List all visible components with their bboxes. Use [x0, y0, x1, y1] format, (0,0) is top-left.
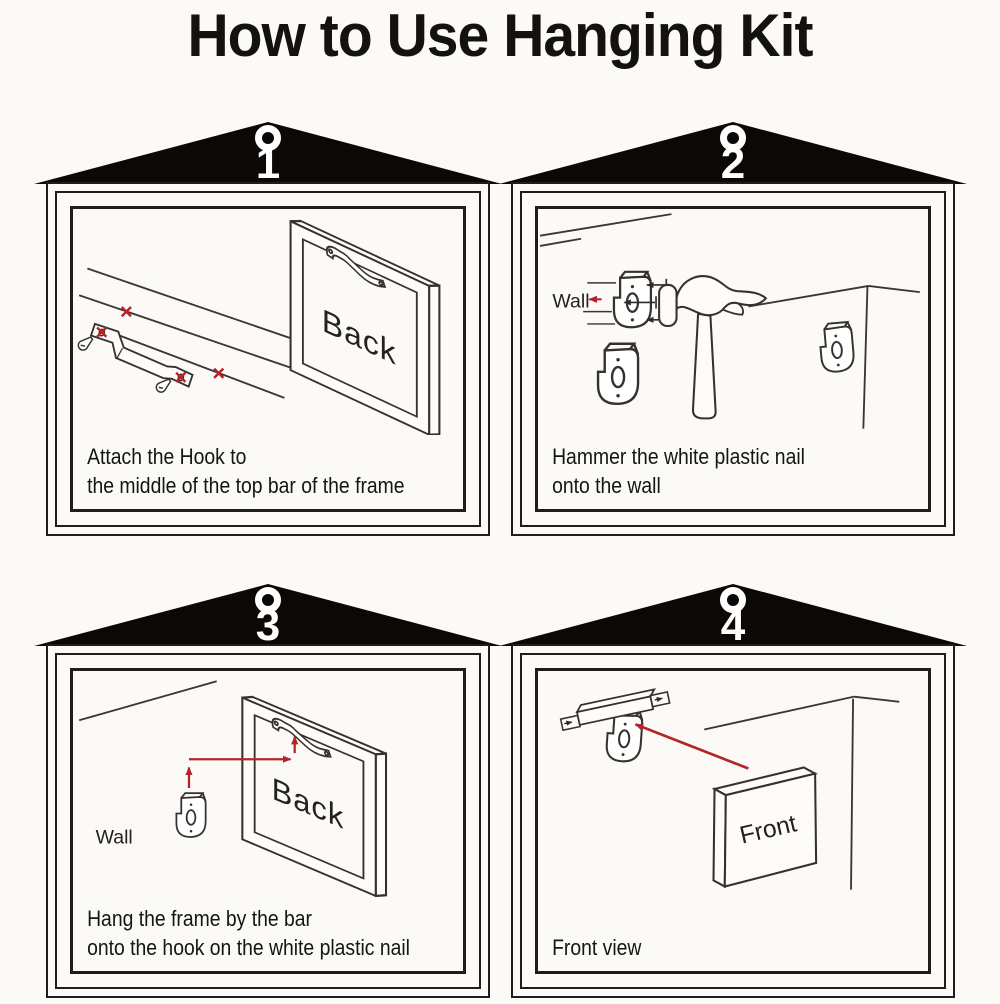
panel-frame-inner — [535, 206, 931, 512]
caption-line: Hammer the white plastic nail — [552, 443, 805, 469]
illustration-hammer-nail — [538, 209, 928, 435]
red-x-marker — [214, 369, 223, 378]
step-caption — [73, 904, 416, 971]
step-caption — [73, 442, 416, 509]
step-number: 1 — [255, 139, 281, 188]
picture-frame-back — [291, 216, 440, 435]
plastic-nail-icon — [614, 272, 651, 327]
step-caption — [538, 442, 881, 509]
frame-label: Front — [737, 810, 800, 850]
panel-frame-outer — [46, 182, 490, 536]
panel-frame-mid — [55, 191, 481, 527]
caption-line: onto the wall — [552, 473, 661, 499]
panel-step-3 — [46, 584, 490, 998]
red-arrow — [636, 724, 749, 768]
caption-line: Attach the Hook to — [87, 443, 247, 469]
step-number: 4 — [720, 601, 746, 650]
frame-label: Back — [321, 302, 397, 373]
step-number: 2 — [720, 139, 746, 188]
caption-line: onto the hook on the white plastic nail — [87, 935, 410, 961]
hook-nail-assembly — [559, 687, 671, 763]
panel-frame-outer — [46, 644, 490, 998]
caption-line: the middle of the top bar of the frame — [87, 473, 405, 499]
panel-frame-mid — [520, 191, 946, 527]
plastic-nail-icon — [598, 344, 638, 404]
frame-label: Back — [271, 770, 345, 836]
screw-icon — [76, 335, 94, 352]
panel-frame-inner — [535, 668, 931, 974]
caption-line: Hang the frame by the bar — [87, 905, 313, 931]
wall-label: Wall — [552, 290, 590, 313]
picture-frame-front — [714, 767, 817, 886]
frame-bar-line — [87, 269, 309, 345]
panel-step-4 — [511, 584, 955, 998]
panel-frame-mid — [520, 653, 946, 989]
plastic-nail-icon — [819, 322, 855, 373]
plastic-nail-icon — [176, 793, 205, 837]
panel-frame-mid — [55, 653, 481, 989]
step-number: 3 — [255, 601, 281, 650]
illustration-hang-frame — [73, 671, 463, 897]
panel-frame-outer — [511, 644, 955, 998]
panel-frame-inner — [70, 668, 466, 974]
step-caption — [538, 933, 881, 971]
wall-edge-lines — [79, 681, 217, 720]
illustration-front-view — [538, 671, 928, 897]
wall-label: Wall — [95, 826, 133, 849]
illustration-attach-hook — [73, 209, 463, 435]
panel-frame-outer — [511, 182, 955, 536]
panel-step-1 — [46, 122, 490, 536]
picture-frame-back — [242, 693, 386, 897]
panel-frame-inner — [70, 206, 466, 512]
panel-step-2 — [511, 122, 955, 536]
wall-edge-lines — [540, 214, 920, 428]
page-title: How to Use Hanging Kit — [187, 2, 813, 69]
hammer-icon — [659, 276, 766, 418]
caption-line: Front view — [552, 935, 642, 961]
